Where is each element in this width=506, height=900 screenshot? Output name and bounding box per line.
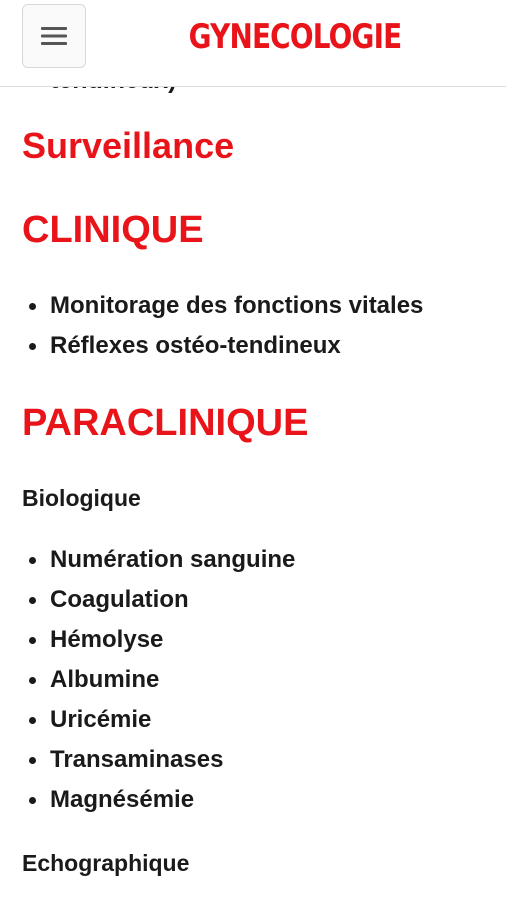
menu-button[interactable] — [22, 4, 86, 68]
list-item: Hémolyse — [0, 620, 295, 660]
list-item: Monitorage des fonctions vitales — [0, 286, 423, 326]
list-item: Magnésémie — [0, 780, 295, 820]
list-item: Réflexes ostéo-tendineux — [0, 326, 423, 366]
list-item: Uricémie — [0, 700, 295, 740]
list-item: Transaminases — [0, 740, 295, 780]
app-header — [0, 0, 506, 87]
hamburger-menu-icon — [41, 26, 67, 46]
app-title-logo: GYNECOLOGIE — [188, 17, 402, 57]
surveillance-heading: Surveillance — [22, 125, 235, 166]
echographique-subheading: Echographique — [22, 850, 190, 876]
list-item: Coagulation — [0, 580, 295, 620]
list-item: Numération sanguine — [0, 540, 295, 580]
biologique-subheading: Biologique — [22, 485, 141, 511]
biologique-list — [0, 540, 295, 820]
list-item: Albumine — [0, 660, 295, 700]
clinique-list — [0, 286, 423, 366]
clinique-heading: CLINIQUE — [22, 209, 204, 251]
paraclinique-heading: PARACLINIQUE — [22, 402, 309, 444]
